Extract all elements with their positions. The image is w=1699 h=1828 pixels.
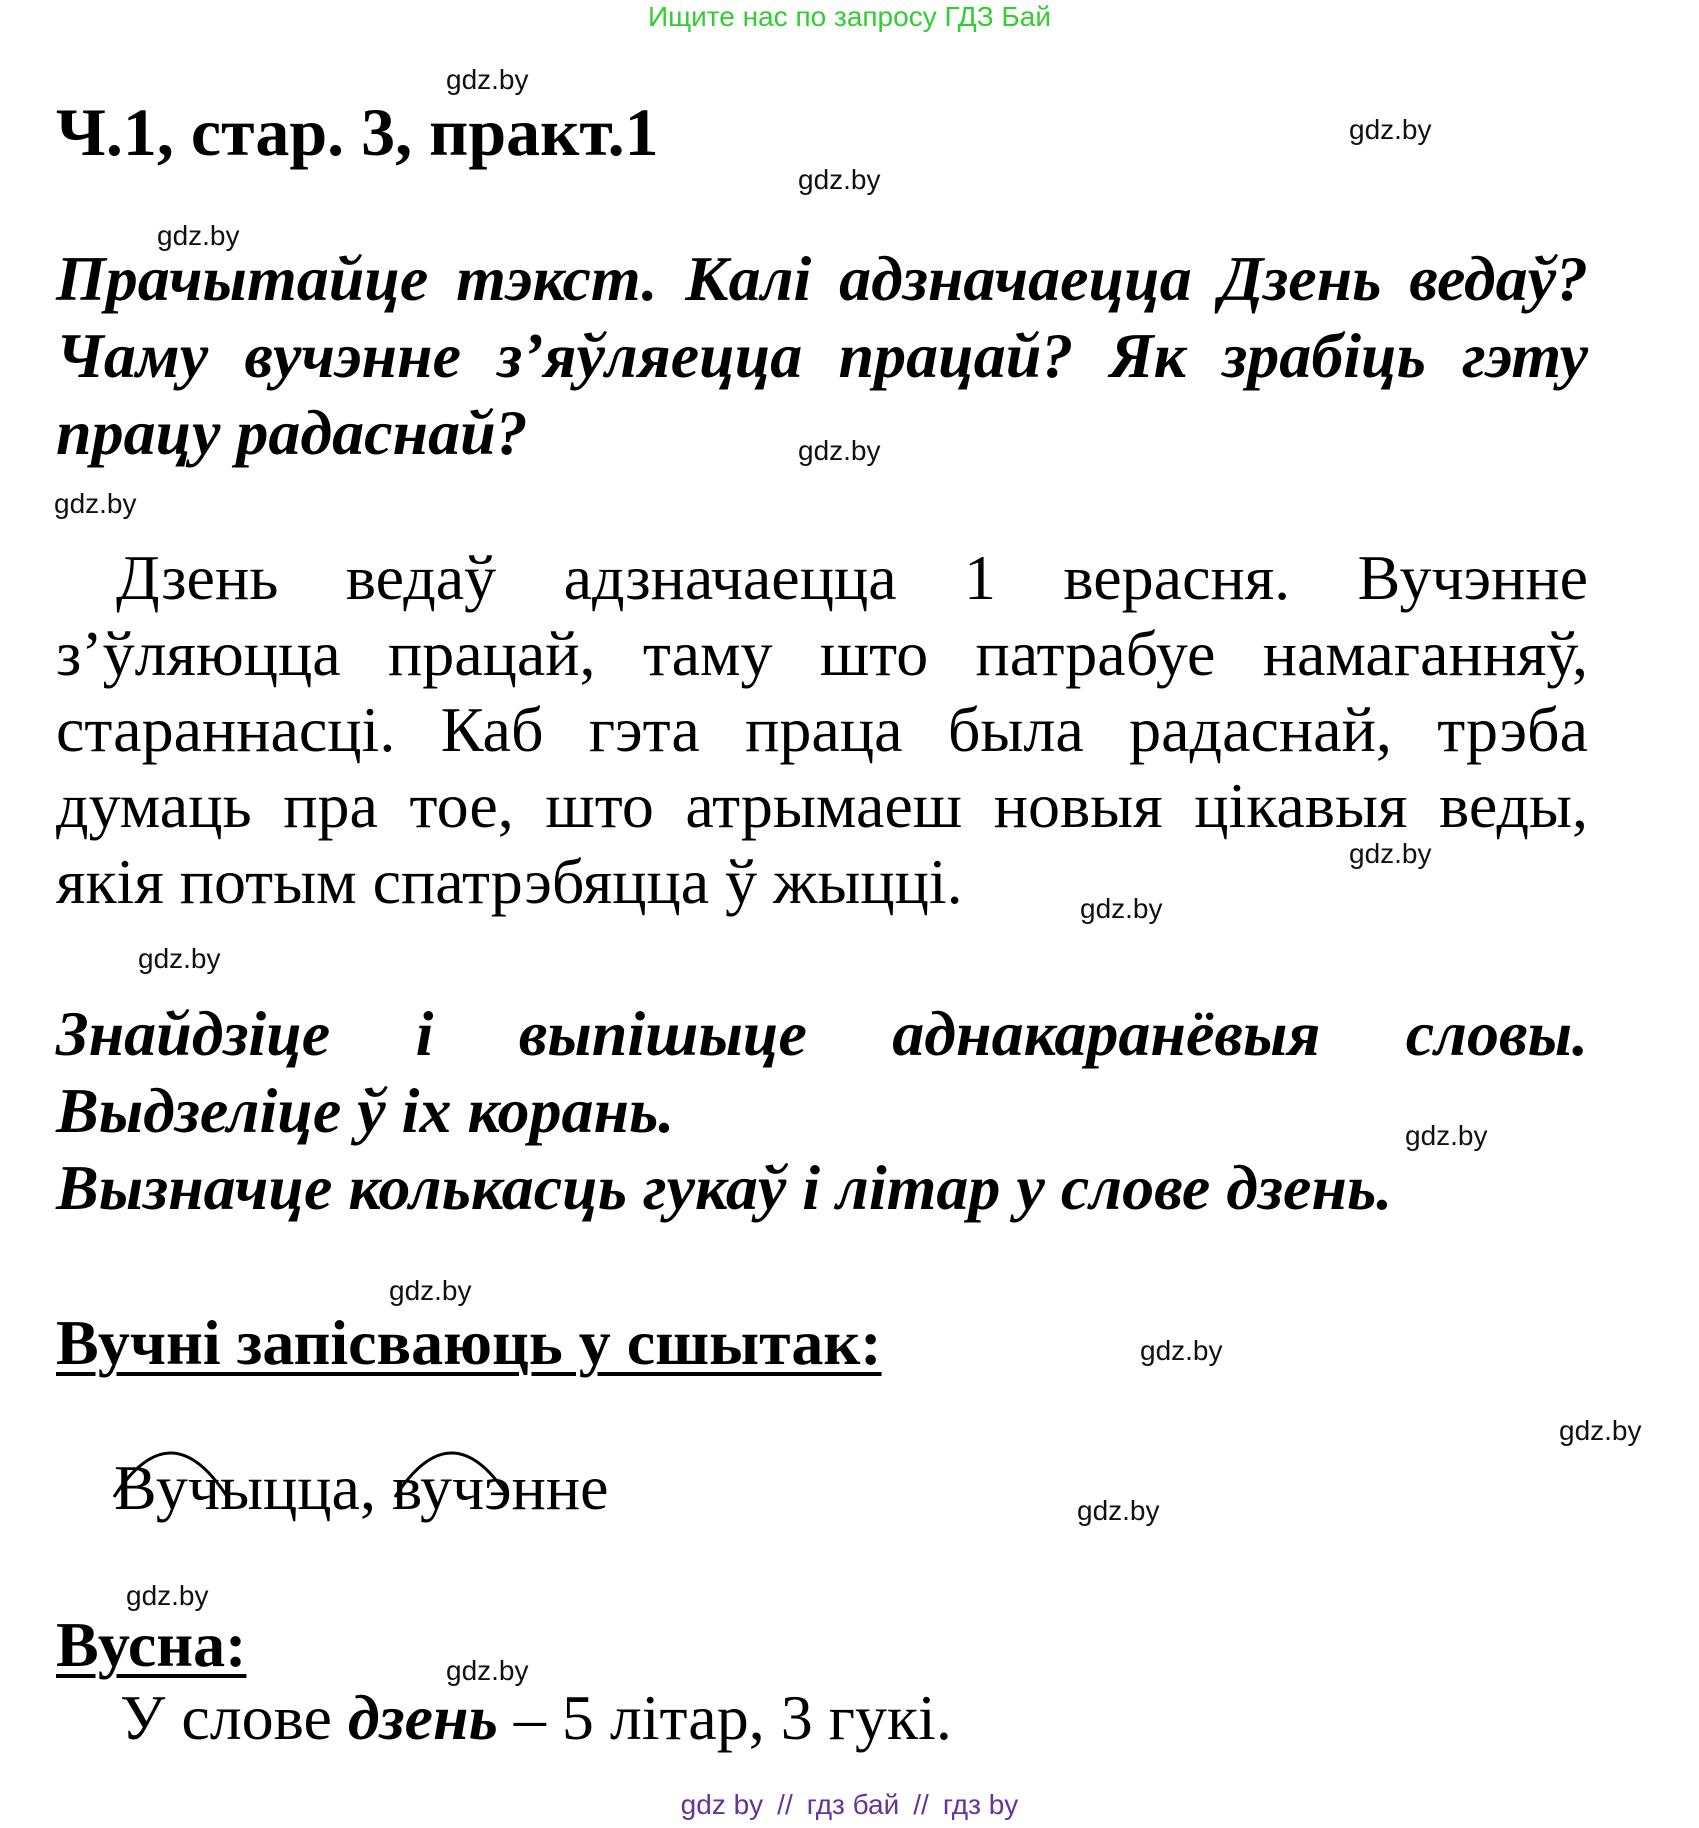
page-title: Ч.1, стар. 3, практ.1 [56,94,659,170]
watermark: gdz.by [54,488,137,519]
watermark: gdz.by [1559,1415,1642,1446]
oral-answer-suffix: – 5 літар, 3 гукі. [497,1682,952,1753]
oral-answer-word: дзень [347,1682,498,1753]
watermark: gdz.by [798,164,881,195]
watermark: gdz.by [157,220,240,251]
task-2-line: Вызначце колькасць гукаў і літар у слове дзень. [56,1152,1393,1223]
task-2 [56,995,1588,1226]
oral-answer [120,1680,952,1756]
watermark: gdz.by [798,435,881,466]
footer-watermark [0,1788,1699,1822]
oral-answer-prefix: У слове [120,1682,348,1753]
task-2-line: Выдзеліце ў іх корань. [56,1075,675,1146]
watermark: gdz.by [1080,893,1163,924]
task-1 [56,240,1588,471]
answer-1-text: Дзень ведаў адзначаецца 1 верасня. Вучэнне з’ўляюцца працай, таму што патрабуе намаганняў, стараннасці. Каб гэта праца была радаснай, трэба думаць пра тое, што атрымаеш новыя цікавыя веды, якія потым спатрэбяцца ў жыцці. [56,542,1588,917]
watermark: gdz.by [1349,114,1432,145]
watermark: gdz.by [446,64,529,95]
task-1-line: Прачытайце тэкст. Калі адзначаецца Дзень ведаў? [56,243,1588,314]
footer-separator: // [777,1789,793,1820]
notebook-words: Вучыцца, вучэнне [114,1452,609,1523]
footer-part: gdz by [680,1789,764,1820]
notebook-heading: Вучні запісваюць у сшытак: [56,1307,882,1378]
watermark: gdz.by [138,943,221,974]
task-1-line: Чаму вучэнне з’яўляецца працай? Як зрабіць гэту [56,320,1588,391]
footer-part: гдз by [942,1789,1019,1820]
watermark: gdz.by [126,1580,209,1611]
oral-heading: Вусна: [56,1609,247,1680]
watermark: gdz.by [1405,1120,1488,1151]
footer-separator: // [913,1789,929,1820]
watermark: gdz.by [1077,1495,1160,1526]
footer-part: гдз бай [806,1789,900,1820]
watermark: gdz.by [1349,838,1432,869]
watermark: gdz.by [446,1655,529,1686]
task-1-line: працу радаснай? [56,397,528,468]
watermark: gdz.by [1140,1335,1223,1366]
watermark: gdz.by [389,1275,472,1306]
top-banner: Ищите нас по запросу ГДЗ Бай [647,1,1052,32]
task-2-line: Знайдзіце і выпішыце аднакаранёвыя словы. [56,998,1588,1069]
